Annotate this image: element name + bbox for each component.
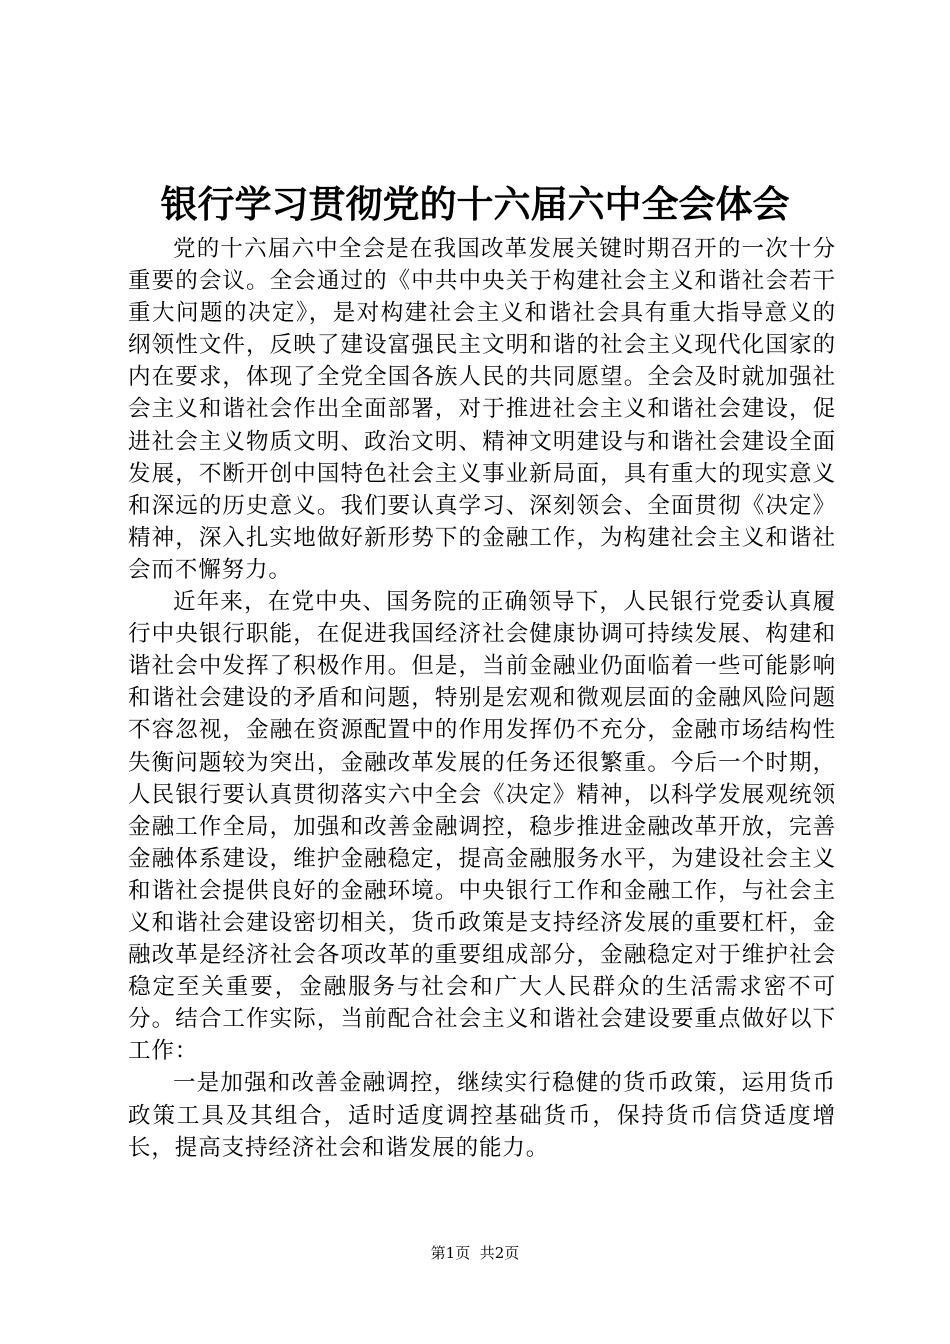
page-number-current: 第1页 (430, 1244, 471, 1262)
paragraph-3: 一是加强和改善金融调控，继续实行稳健的货币政策，运用货币政策工具及其组合，适时适度调控基础货币，保持货币信贷适度增长，提高支持经济社会和谐发展的能力。 (128, 1070, 836, 1161)
footer-spacer (470, 1244, 480, 1262)
page-footer (0, 1243, 950, 1263)
page-number-total: 共2页 (479, 1244, 520, 1262)
document-title: 银行学习贯彻党的十六届六中全会体会 (160, 183, 790, 226)
paragraph-1: 党的十六届六中全会是在我国改革发展关键时期召开的一次十分重要的会议。全会通过的《中共中央关于构建社会主义和谐社会若干重大问题的决定》，是对构建社会主义和谐社会具有重大指导意义的纲领性文件，反映了建设富强民主文明和谐的社会主义现代化国家的内在要求，体现了全党全国各族人民的共同愿望。全会及时就加强社会主义和谐社会作出全面部署，对于推进社会主义和谐社会建设，促进社会主义物质文明、政治文明、精神文明建设与和谐社会建设全面发展，不断开创中国特色社会主义事业新局面，具有重大的现实意义和深远的历史意义。我们要认真学习、深刻领会、全面贯彻《决定》精神，深入扎实地做好新形势下的金融工作，为构建社会主义和谐社会而不懈努力。 (128, 236, 836, 583)
paragraph-2: 近年来，在党中央、国务院的正确领导下，人民银行党委认真履行中央银行职能，在促进我国经济社会健康协调可持续发展、构建和谐社会中发挥了积极作用。但是，当前金融业仍面临着一些可能影响和谐社会建设的矛盾和问题，特别是宏观和微观层面的金融风险问题不容忽视，金融在资源配置中的作用发挥仍不充分，金融市场结构性失衡问题较为突出，金融改革发展的任务还很繁重。今后一个时期，人民银行要认真贯彻落实六中全会《决定》精神，以科学发展观统领金融工作全局，加强和改善金融调控，稳步推进金融改革开放，完善金融体系建设，维护金融稳定，提高金融服务水平，为建设社会主义和谐社会提供良好的金融环境。中央银行工作和金融工作，与社会主义和谐社会建设密切相关，货币政策是支持经济发展的重要杠杆，金融改革是经济社会各项改革的重要组成部分，金融稳定对于维护社会稳定至关重要，金融服务与社会和广大人民群众的生活需求密不可分。结合工作实际，当前配合社会主义和谐社会建设要重点做好以下工作： (128, 589, 836, 1065)
document-body (128, 233, 836, 1164)
